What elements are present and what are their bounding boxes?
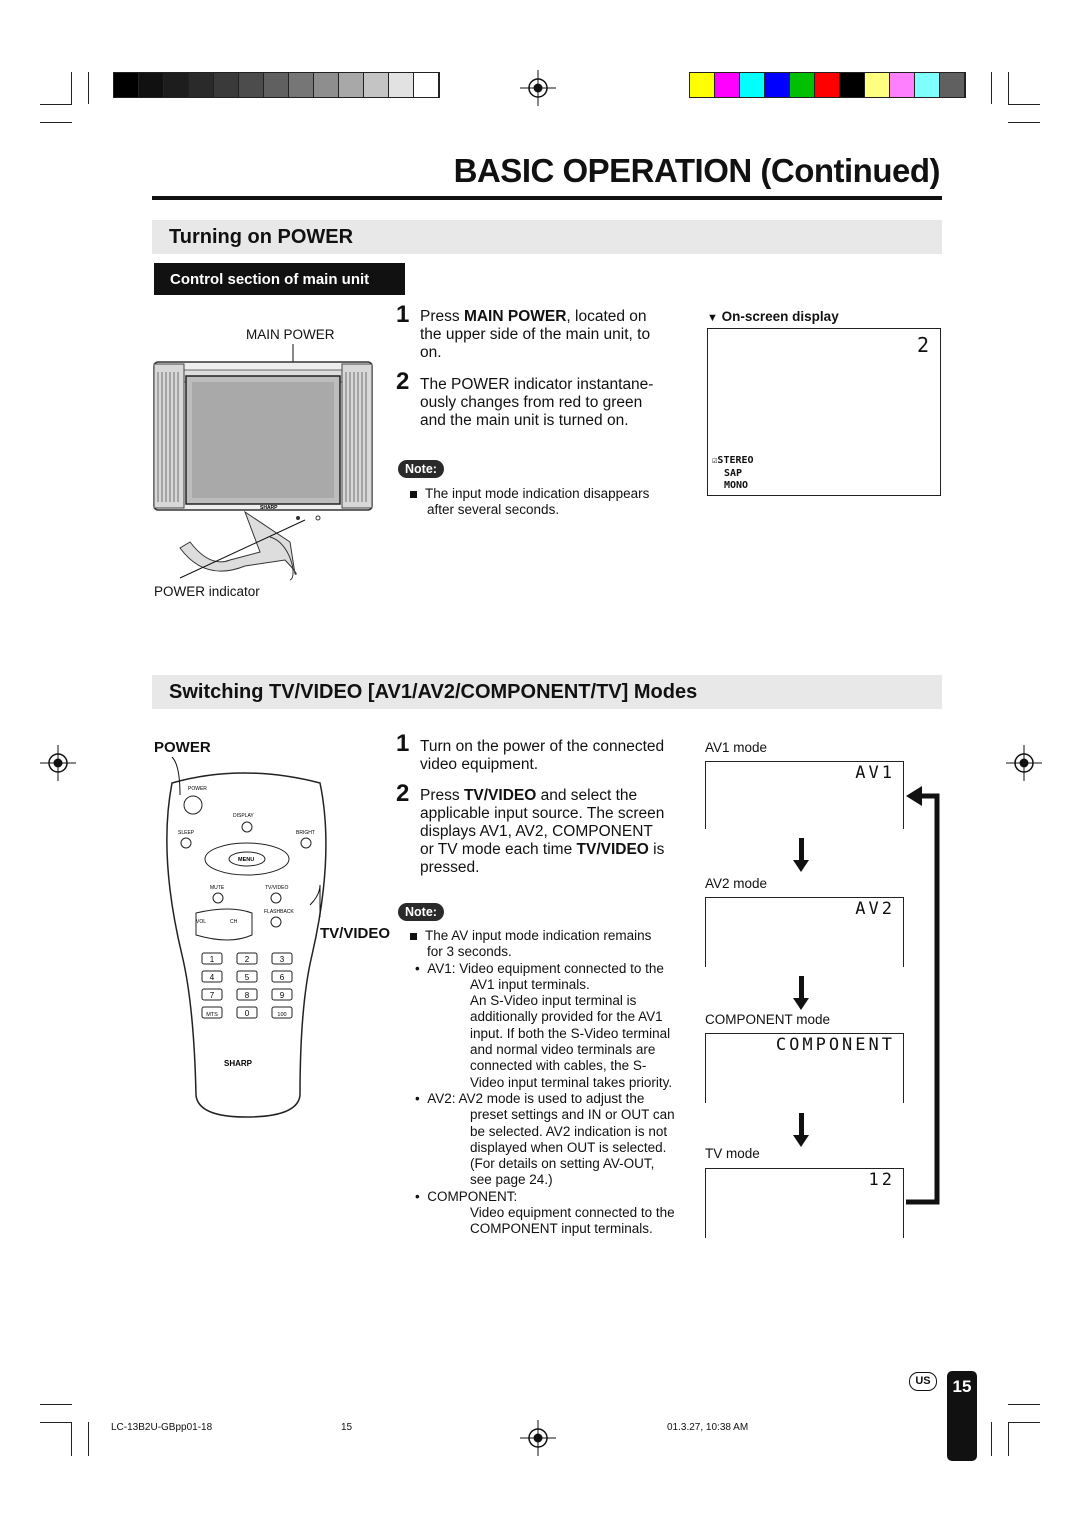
gray-swatch (389, 73, 414, 97)
arrow-down-icon (799, 838, 804, 862)
gray-swatch (164, 73, 189, 97)
title-rule (152, 196, 942, 200)
svg-text:MUTE: MUTE (210, 885, 225, 891)
registration-target-icon (520, 1420, 556, 1456)
remote-power-label: POWER (154, 739, 211, 756)
note-text: The AV input mode indication remains for 3 seconds. • AV1: Video equipment connected to the AV1 input terminals. An S-Video input terminal is additionally provided for the AV1 input. If both the S-Video terminal and normal video terminals are connected with cables, the S- Video input terminal takes priority. • AV2: AV2 mode is used to adjust the preset settings and IN or OUT can be selected. AV2 indication is not displayed when OUT is selected. (For details on setting AV-OUT, see page 24.) • COMPONENT: Video equipment connected to the COMPONENT input terminals. (410, 928, 710, 1238)
footer-page: 15 (341, 1422, 353, 1433)
mode-caption-component: COMPONENT mode (705, 1012, 831, 1027)
loop-back-arrow-icon (904, 778, 944, 1208)
svg-text:SHARP: SHARP (224, 1059, 253, 1068)
keypad-key-label: 4 (209, 973, 215, 982)
gray-swatch (114, 73, 139, 97)
step-number: 1 (396, 730, 410, 757)
svg-text:TV/VIDEO: TV/VIDEO (265, 885, 289, 891)
step-1-text: Turn on the power of the connected video equipment. (420, 738, 665, 773)
color-swatch (715, 73, 740, 97)
note-label: Note: (398, 460, 444, 478)
keypad-key-label: 8 (244, 991, 250, 1000)
color-swatch (765, 73, 790, 97)
mode-caption-tv: TV mode (705, 1146, 760, 1161)
step-1-text: Press MAIN POWER, located on the upper side of the main unit, to on. (420, 308, 651, 361)
main-power-label: MAIN POWER (246, 327, 335, 342)
keypad-key-label: 7 (209, 991, 215, 1000)
color-swatch (915, 73, 940, 97)
gray-swatch (414, 73, 439, 97)
color-swatch (940, 73, 965, 97)
color-swatch (890, 73, 915, 97)
mode-caption-av1: AV1 mode (705, 740, 768, 755)
keypad-key-label: 6 (279, 973, 285, 982)
step-2-text: The POWER indicator instantane- ously changes from red to green and the main unit is turned on. (420, 376, 654, 429)
control-section-tag: Control section of main unit (154, 263, 405, 295)
color-swatch (690, 73, 715, 97)
keypad-key-label: 9 (279, 991, 285, 1000)
page-title: BASIC OPERATION (Continued) (453, 152, 940, 189)
mode-caption-av2: AV2 mode (705, 876, 768, 891)
keypad-key-label: 100 (277, 1012, 287, 1018)
step-number: 1 (396, 301, 410, 328)
color-swatch (740, 73, 765, 97)
arrow-down-icon (799, 976, 804, 1000)
footer-file: LC-13B2U-GBpp01-18 (111, 1422, 213, 1433)
tv-unit-illustration (150, 342, 380, 582)
gray-calibration-bar (113, 72, 440, 98)
keypad-key-label: 0 (244, 1009, 250, 1018)
footer-timestamp: 01.3.27, 10:38 AM (667, 1422, 749, 1433)
osd-screen-tv: 12 (705, 1168, 904, 1238)
keypad-key-label: 5 (244, 973, 250, 982)
svg-text:DISPLAY: DISPLAY (233, 813, 254, 819)
arrow-down-icon (799, 1113, 804, 1137)
svg-text:POWER: POWER (188, 786, 207, 792)
gray-swatch (189, 73, 214, 97)
gray-swatch (314, 73, 339, 97)
gray-swatch (239, 73, 264, 97)
color-swatch (865, 73, 890, 97)
osd-caption: ▼ On-screen display (707, 309, 839, 324)
section-heading-modes: Switching TV/VIDEO [AV1/AV2/COMPONENT/TV] Modes (152, 675, 942, 709)
page-number: 15 (947, 1371, 977, 1461)
osd-screen-av1: AV1 (705, 761, 904, 829)
remote-control-illustration (150, 755, 335, 1125)
keypad-key-label: 1 (209, 955, 215, 964)
registration-target-icon (40, 745, 76, 781)
gray-swatch (289, 73, 314, 97)
tv-brand-text: SHARP (260, 505, 278, 511)
remote-tvvideo-label: TV/VIDEO (320, 925, 391, 942)
svg-text:CH: CH (230, 919, 238, 925)
svg-text:VOL: VOL (196, 919, 207, 925)
onscreen-display-preview (707, 328, 941, 496)
registration-target-icon (1006, 745, 1042, 781)
power-indicator-label: POWER indicator (154, 584, 260, 599)
color-calibration-bar (689, 72, 966, 98)
step-number: 2 (396, 368, 410, 395)
keypad-key-label: MTS (206, 1012, 218, 1018)
keypad-key-label: 3 (279, 955, 285, 964)
gray-swatch (214, 73, 239, 97)
osd-audio-modes: ☑STEREO SAP MONO (712, 455, 754, 491)
svg-text:MENU: MENU (238, 857, 255, 863)
svg-text:FLASHBACK: FLASHBACK (264, 909, 294, 915)
color-swatch (815, 73, 840, 97)
svg-text:SLEEP: SLEEP (178, 830, 195, 836)
svg-text:BRIGHT: BRIGHT (296, 830, 315, 836)
registration-target-icon (520, 70, 556, 106)
section-heading-power: Turning on POWER (152, 220, 942, 254)
gray-swatch (339, 73, 364, 97)
gray-swatch (139, 73, 164, 97)
gray-swatch (364, 73, 389, 97)
note-label: Note: (398, 903, 444, 921)
note-text: The input mode indication disappears after several seconds. (410, 486, 649, 519)
keypad-key-label: 2 (244, 955, 250, 964)
gray-swatch (264, 73, 289, 97)
osd-screen-component: COMPONENT (705, 1033, 904, 1103)
color-swatch (840, 73, 865, 97)
osd-screen-av2: AV2 (705, 897, 904, 967)
region-badge: US (909, 1372, 937, 1391)
step-2-text: Press TV/VIDEO and select the applicable input source. The screen displays AV1, AV2, COMPONENT or TV mode each time TV/VIDEO is pressed. (420, 787, 665, 876)
osd-channel-number: 2 (916, 333, 932, 357)
step-number: 2 (396, 780, 410, 807)
color-swatch (790, 73, 815, 97)
